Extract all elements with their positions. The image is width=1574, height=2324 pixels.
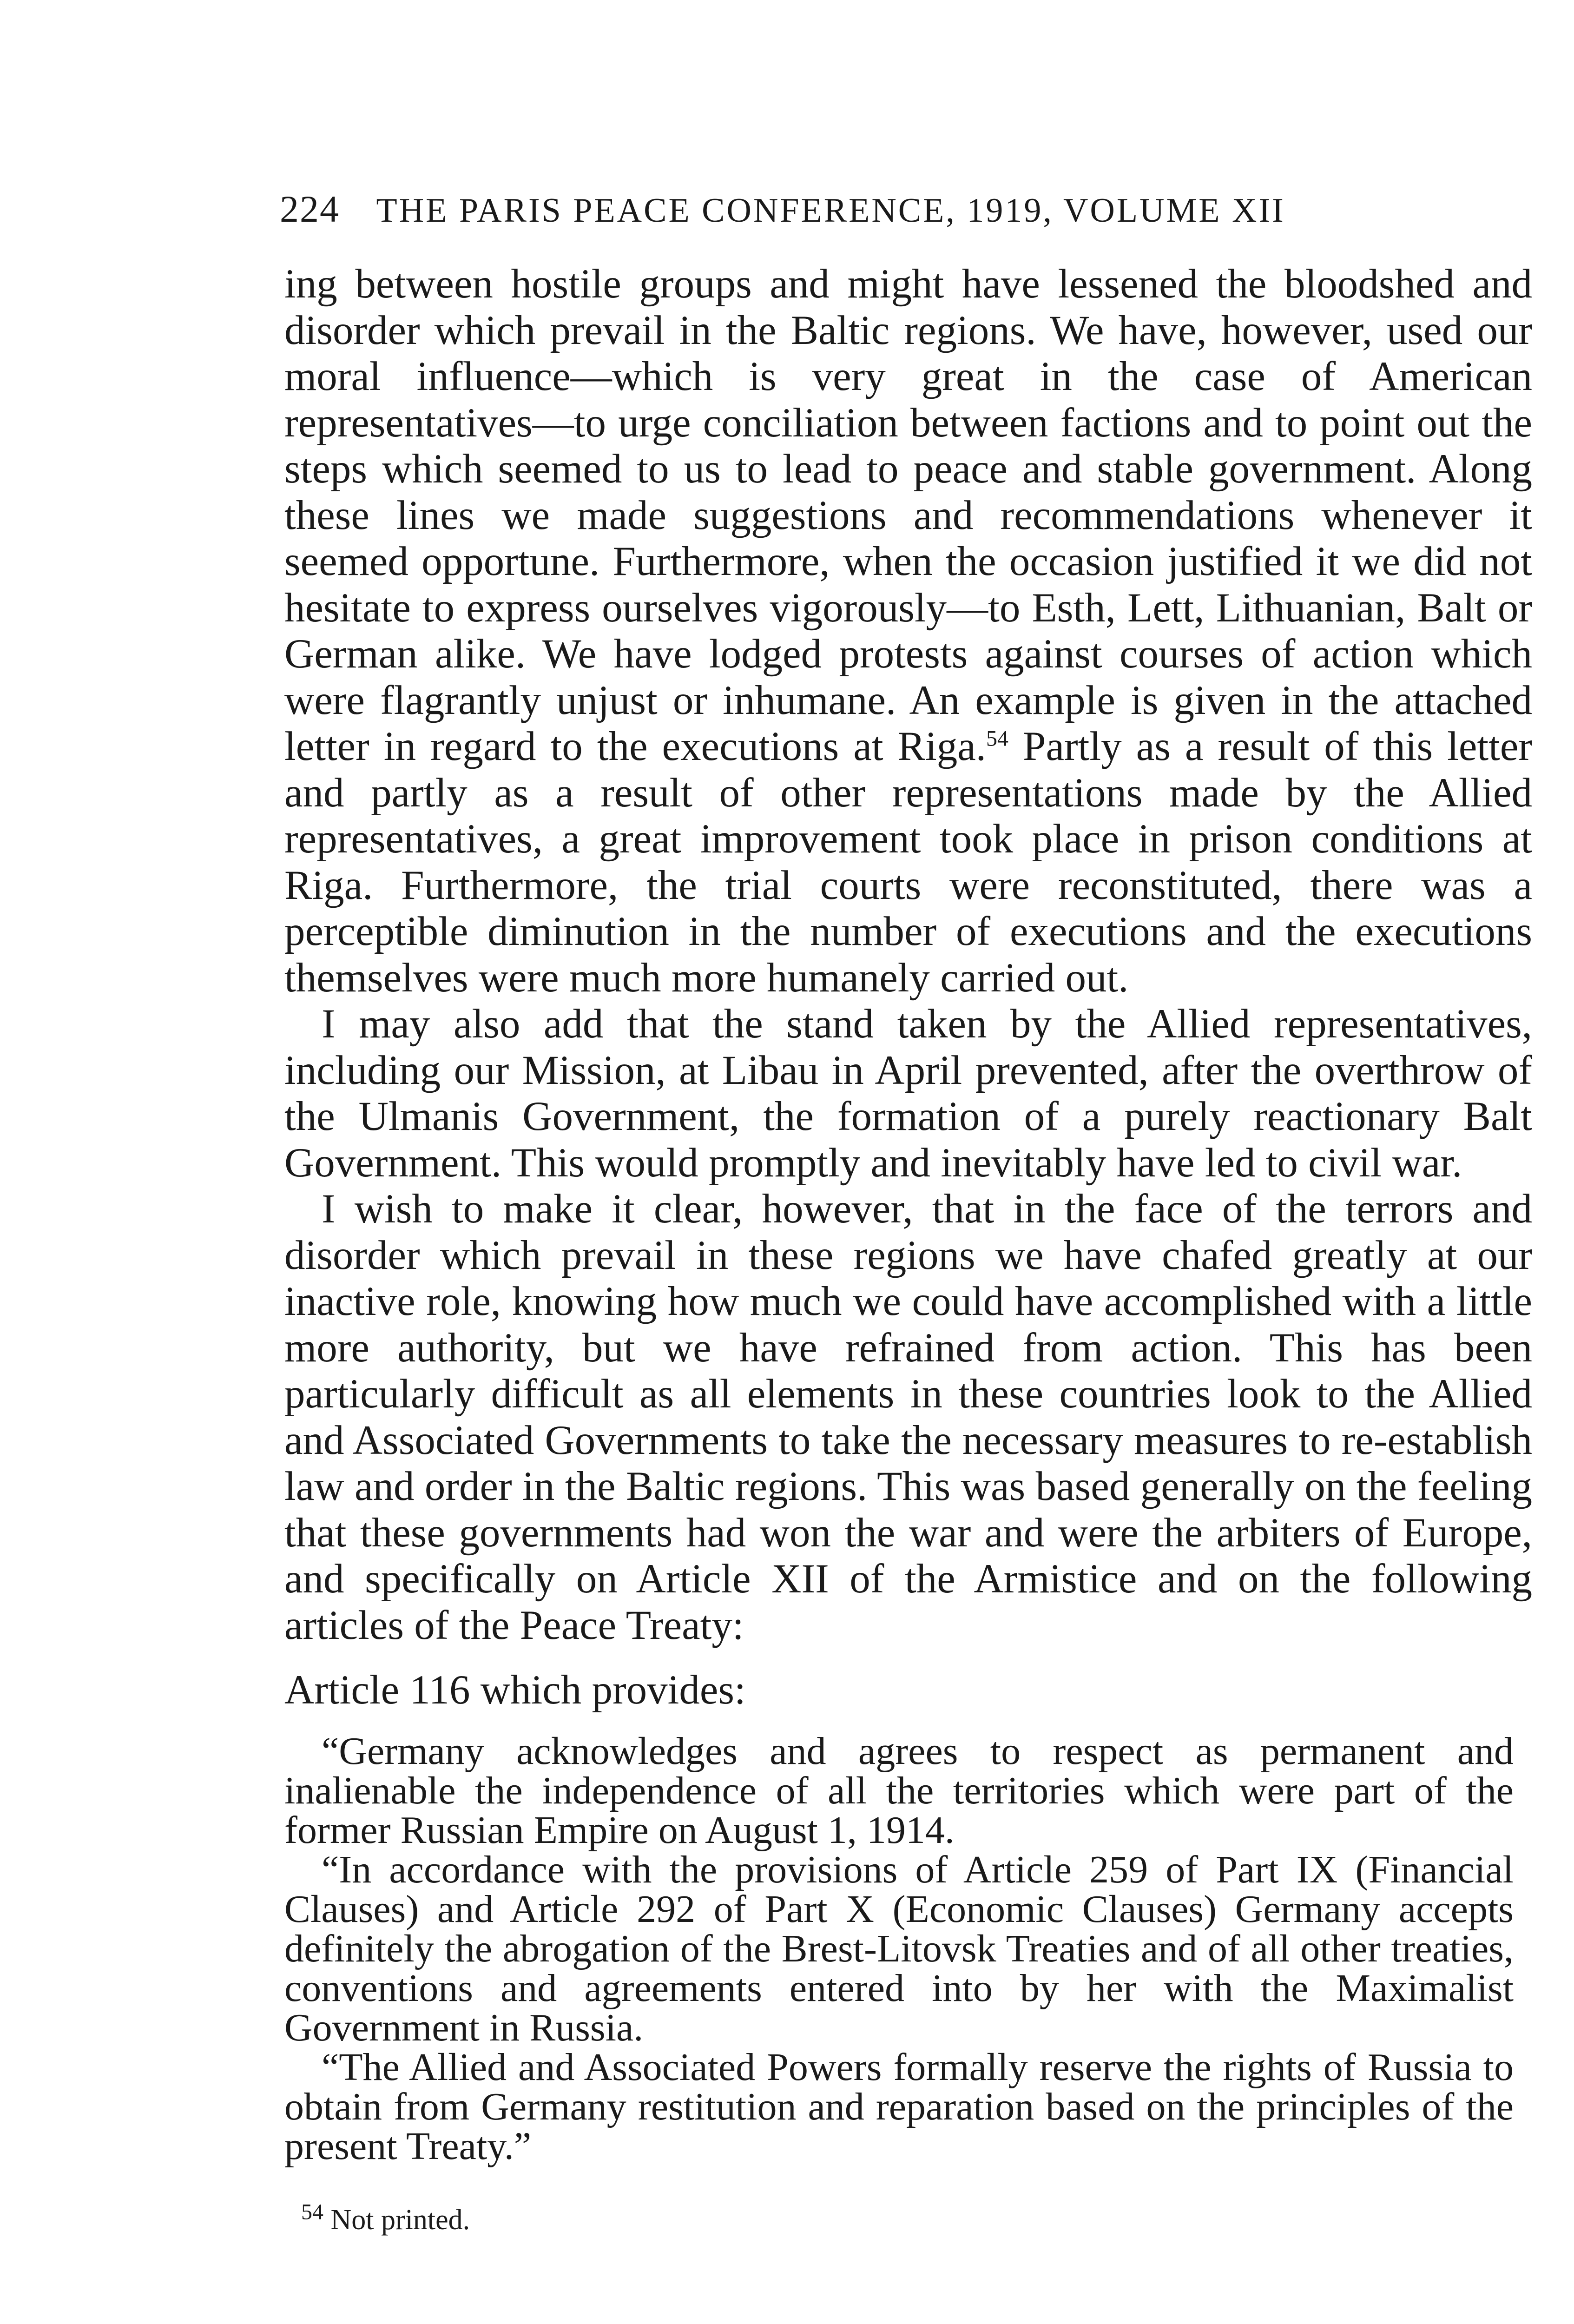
paragraph-2: I may also add that the stand taken by the Allied representatives, including our Mission, at Libau in April prevented, after the overthrow of the Ulmanis Government, the formation of a purely reactionary Balt Government. This would promptly and inevitably have led to civil war.	[284, 1001, 1532, 1186]
quote-paragraph-2: “In accordance with the provisions of Article 259 of Part IX (Financial Clauses) and Article 292 of Part X (Economic Clauses) Germany accepts definitely the abrogation of the Brest-Litovsk Treaties and of all other treaties, conventions and agreements entered into by her with the Maximalist Government in Russia.	[284, 1848, 1514, 2049]
footnote-text: Not printed.	[330, 2204, 470, 2236]
footnote	[284, 2201, 1532, 2238]
treaty-quotation	[284, 1731, 1514, 2166]
paragraph-1	[284, 261, 1532, 1001]
running-header	[280, 181, 1534, 237]
footnote-reference: 54	[986, 726, 1008, 751]
paragraph-1-continuation: Partly as a result of this letter and partly as a result of other representations made by the Allied representatives, a great improvement took place in prison conditions at Riga. Furthermore, the trial courts were reconstituted, there was a perceptible diminution in the number of executions and the executions themselves were much more humanely carried out.	[284, 724, 1532, 1001]
page-number: 224	[280, 188, 340, 230]
paragraph-1-text: ing between hostile groups and might have lessened the bloodshed and disorder which prevail in the Baltic regions. We have, however, used our moral influence—which is very great in the case of American representatives—to urge conciliation between factions and to point out the steps which seemed to us to lead to peace and stable government. Along these lines we made suggestions and recommendations whenever it seemed opportune. Furthermore, when the occasion justified it we did not hesitate to express ourselves vigorously—to Esth, Lett, Lithuanian, Balt or German alike. We have lodged protests against courses of action which were flagrantly unjust or inhumane. An example is given in the attached letter in regard to the executions at Riga.	[284, 261, 1532, 769]
quote-paragraph-1: “Germany acknowledges and agrees to respect as permanent and inalienable the independence of all the territories which were part of the former Russian Empire on August 1, 1914.	[284, 1729, 1514, 1852]
footnote-marker: 54	[301, 2199, 323, 2224]
running-title: THE PARIS PEACE CONFERENCE, 1919, VOLUME XII	[376, 191, 1285, 230]
quote-paragraph-3: “The Allied and Associated Powers formally reserve the rights of Russia to obtain from Germany restitution and reparation based on the principles of the present Treaty.”	[284, 2045, 1514, 2168]
paragraph-3: I wish to make it clear, however, that in the face of the terrors and disorder which prevail in these regions we have chafed greatly at our inactive role, knowing how much we could have accomplished with a little more authority, but we have refrained from action. This has been particularly difficult as all elements in these countries look to the Allied and Associated Governments to take the necessary measures to re-establish law and order in the Baltic regions. This was based generally on the feeling that these governments had won the war and were the arbiters of Europe, and specifically on Article XII of the Armistice and on the following articles of the Peace Treaty:	[284, 1186, 1532, 1648]
body-text	[284, 261, 1532, 2238]
article-label: Article 116 which provides:	[284, 1667, 746, 1713]
